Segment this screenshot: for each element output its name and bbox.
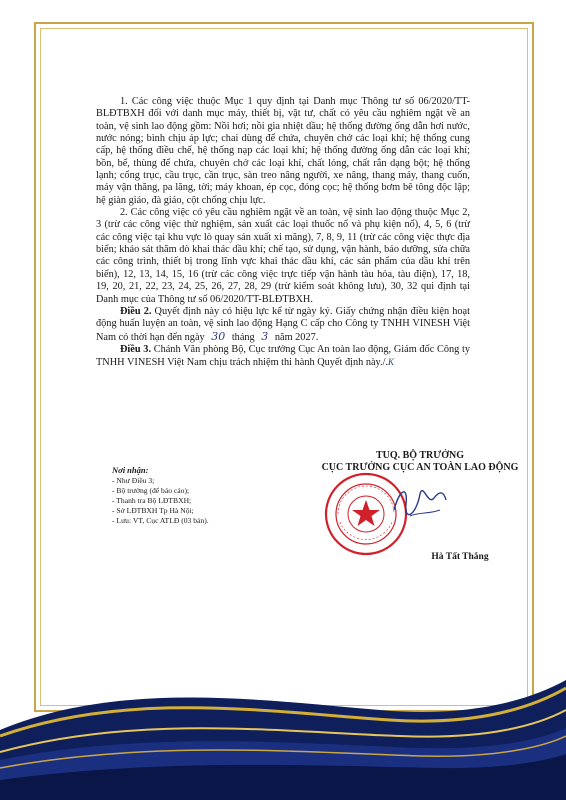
- article-2-text-a: Quyết định này có hiệu lực kể từ ngày ký. Giấy chứng nhận điều kiện hoạt động huấn luyện an toàn, vệ sinh lao động Hạng C cấp cho Công ty TNHH VINESH Việt Nam có thời hạn đến ngày: [96, 305, 470, 343]
- recipient-item: - Bộ trưởng (để báo cáo);: [112, 486, 190, 495]
- article-3-label: Điều 3.: [120, 343, 152, 355]
- recipient-item: - Sở LĐTBXH Tp Hà Nội;: [112, 506, 194, 515]
- signer-block: [300, 450, 540, 562]
- paragraph-1: 1. Các công việc thuộc Mục 1 quy định tại Danh mục Thông tư số 06/2020/TT- BLĐTBXH đối với danh mục máy, thiết bị, vật tư, chất có yêu cầu nghiêm ngặt về an toàn, vệ sinh lao động gồm: Nồi hơi; nồi gia nhiệt dầu; hệ thống đường ống dẫn hơi nước, nước nóng; bình chịu áp lực; chai dùng để chứa, chuyên chở các loại khí; hệ thống cung cấp, hệ thống điều chế, hệ thống nạp các loại khí; hệ thống đường ống dẫn các loại khí; bồn, bể, thùng để chứa, chuyên chở các loại khí, chất lỏng, chất rắn dạng bột; hệ thống lạnh; cổng trục, cầu trục, cần trục, sàn treo nâng người, xe nâng, thang máy, thang cuốn, máy vận thăng, pa lăng, tời; máy khoan, ép cọc, đóng cọc; hệ thống bơm bê tông độc lập; hệ giàn giáo, đà giáo, cột chống chịu lực.: [96, 96, 470, 206]
- expiry-day: 30: [211, 329, 226, 343]
- recipient-item: - Thanh tra Bộ LĐTBXH;: [112, 496, 192, 505]
- recipient-item: - Lưu: VT, Cục ATLĐ (03 bản).: [112, 516, 209, 525]
- article-3: [96, 344, 470, 370]
- recipients-title: Nơi nhận:: [112, 465, 149, 475]
- handwritten-signature: [390, 476, 450, 526]
- article-2-text-b: tháng: [229, 331, 258, 343]
- initials-mark: K: [388, 357, 395, 368]
- document-body: [96, 96, 470, 370]
- paragraph-2: 2. Các công việc có yêu cầu nghiêm ngặt về an toàn, vệ sinh lao động thuộc Mục 2, 3 (trừ các công việc thử nghiệm, sản xuất các loại thuốc nổ và phụ kiện nổ), 4, 5, 6 (trừ các công việc tại khu vực lò quay sản xuất xi măng), 7, 8, 9, 11 (trừ các công việc thực địa biển; khảo sát thăm dò khai thác dầu khí; chế tạo, sử dụng, vận hành, bảo dưỡng, sửa chữa các công trình, thiết bị trong lĩnh vực khai thác dầu khí, các sản phẩm của dầu khí trên biển), 12, 13, 14, 15, 16 (trừ các công việc trực tiếp vận hành tàu hỏa, tàu điện), 17, 18, 19, 20, 21, 22, 23, 24, 25, 26, 27, 28, 29 (trừ kiểm soát không lưu), 30, 32 qui định tại Danh mục của Thông tư số 06/2020/TT-BLĐTBXH.: [96, 207, 470, 305]
- article-3-text: Chánh Văn phòng Bộ, Cục trưởng Cục An toàn lao động, Giám đốc Công ty TNHH VINESH Việt Nam chịu trách nhiệm thi hành Quyết định này./.: [96, 343, 470, 369]
- article-2-text-c: năm 2027.: [272, 331, 319, 343]
- decorative-waves: [0, 640, 566, 800]
- signer-title: CỤC TRƯỞNG CỤC AN TOÀN LAO ĐỘNG: [321, 462, 519, 473]
- signer-authority: TUQ. BỘ TRƯỞNG: [375, 450, 465, 461]
- recipients-block: [112, 465, 292, 526]
- article-2: [96, 306, 470, 344]
- signer-name: Hà Tất Thắng: [431, 552, 489, 562]
- expiry-month: 3: [261, 329, 269, 343]
- recipient-item: - Như Điều 3;: [112, 476, 155, 485]
- article-2-label: Điều 2.: [120, 305, 152, 317]
